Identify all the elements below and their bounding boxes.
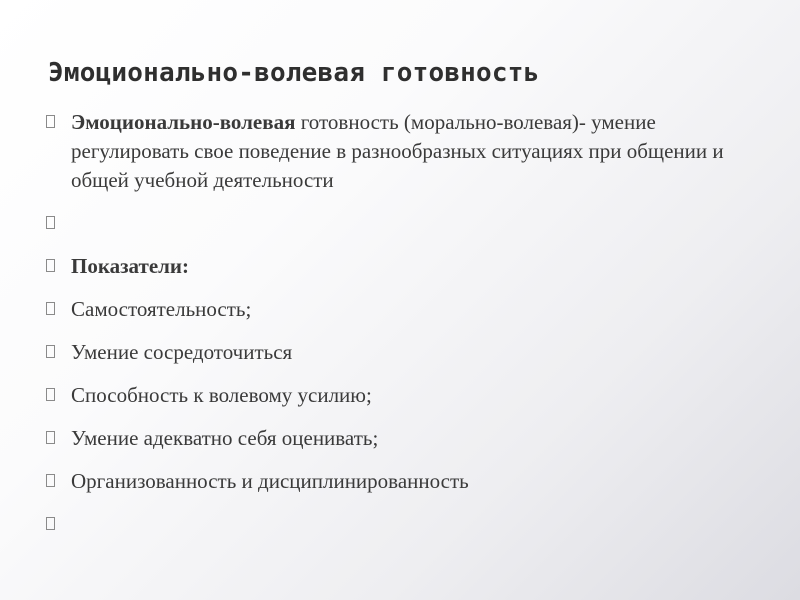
indicator-item (44, 338, 764, 367)
bullet-marker-icon (44, 381, 58, 410)
bullet-marker-icon (44, 295, 58, 324)
indicators-heading: Показатели: (71, 254, 190, 278)
bullet-marker-icon (44, 108, 58, 137)
slide-title: Эмоционально-волевая готовность (48, 58, 540, 88)
bullet-marker-icon (44, 338, 58, 367)
definition-bullet (44, 108, 764, 195)
bullet-marker-icon (44, 510, 58, 539)
bullet-list (44, 108, 764, 539)
empty-bullet (44, 209, 764, 238)
indicator-text: Организованность и дисциплинированность (71, 469, 469, 493)
bullet-marker-icon (44, 424, 58, 453)
bullet-marker-icon (44, 209, 58, 238)
empty-bullet (44, 510, 764, 539)
bullet-marker-icon (44, 467, 58, 496)
indicator-item (44, 381, 764, 410)
indicator-text: Способность к волевому усилию; (71, 383, 372, 407)
bullet-marker-icon (44, 252, 58, 281)
definition-text: готовность (морально-волевая)- умение регулировать свое поведение в разнообразных ситуациях при общении и общей учебной деятельности (71, 110, 724, 192)
indicator-item (44, 424, 764, 453)
indicators-heading-bullet (44, 252, 764, 281)
indicator-text: Умение адекватно себя оценивать; (71, 426, 379, 450)
indicator-text: Самостоятельность; (71, 297, 252, 321)
indicator-item (44, 467, 764, 496)
indicator-item (44, 295, 764, 324)
indicator-text: Умение сосредоточиться (71, 340, 293, 364)
definition-term: Эмоционально-волевая (71, 110, 296, 134)
